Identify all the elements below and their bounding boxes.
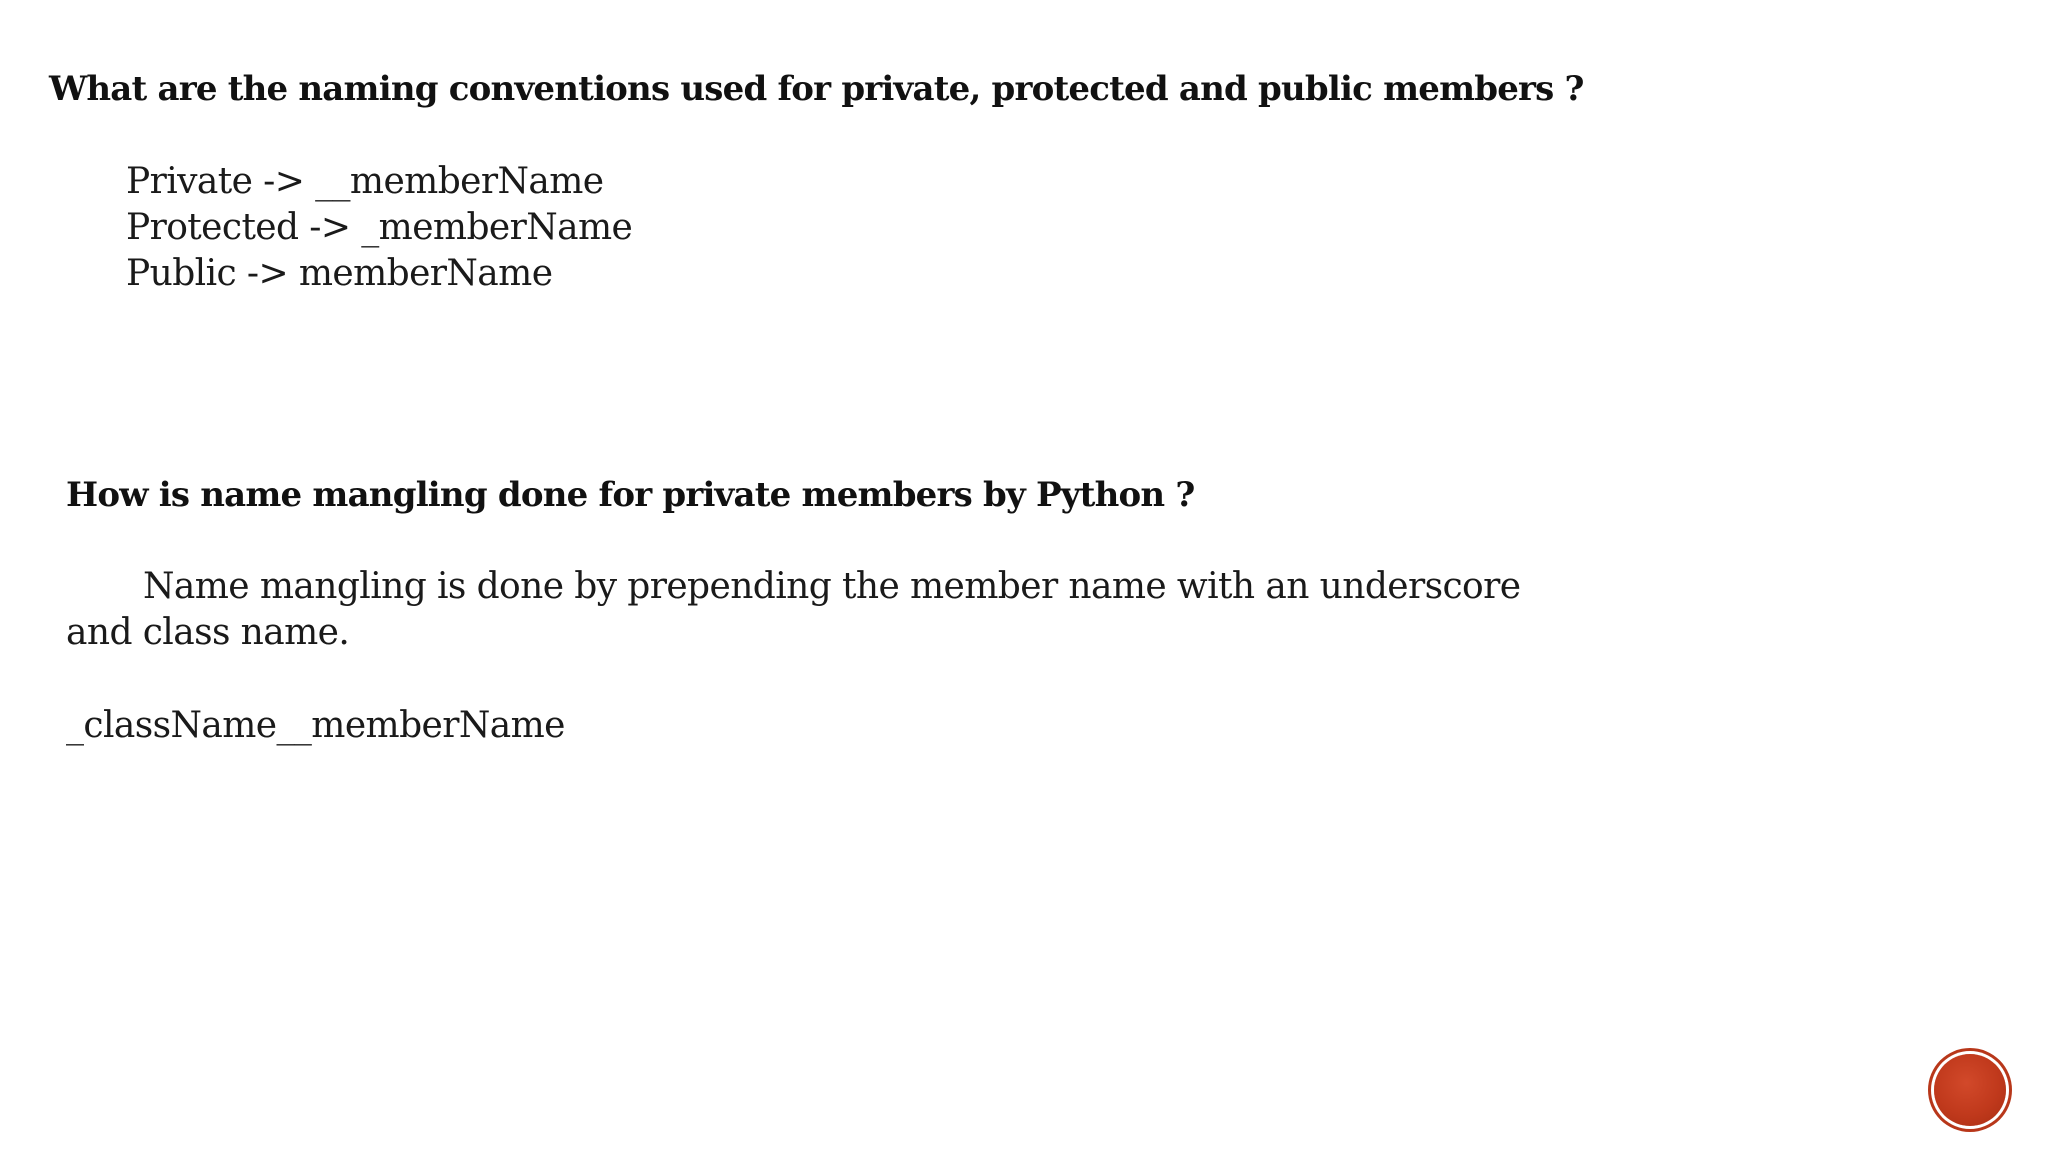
question-2-heading: How is name mangling done for private members by Python ?	[66, 475, 1195, 515]
naming-conventions-list	[126, 159, 632, 297]
list-item-private: Private -> __memberName	[126, 161, 604, 202]
list-item-public: Public -> memberName	[126, 253, 553, 294]
mangled-name-example: _className__memberName	[66, 705, 565, 746]
answer-text-line-1: Name mangling is done by prepending the member name with an underscore	[143, 566, 1521, 607]
red-circle-logo-icon	[1934, 1054, 2006, 1126]
list-item-protected: Protected -> _memberName	[126, 207, 633, 248]
answer-text-line-2: and class name.	[66, 612, 350, 653]
question-1-heading: What are the naming conventions used for private, protected and public members ?	[49, 69, 1584, 109]
